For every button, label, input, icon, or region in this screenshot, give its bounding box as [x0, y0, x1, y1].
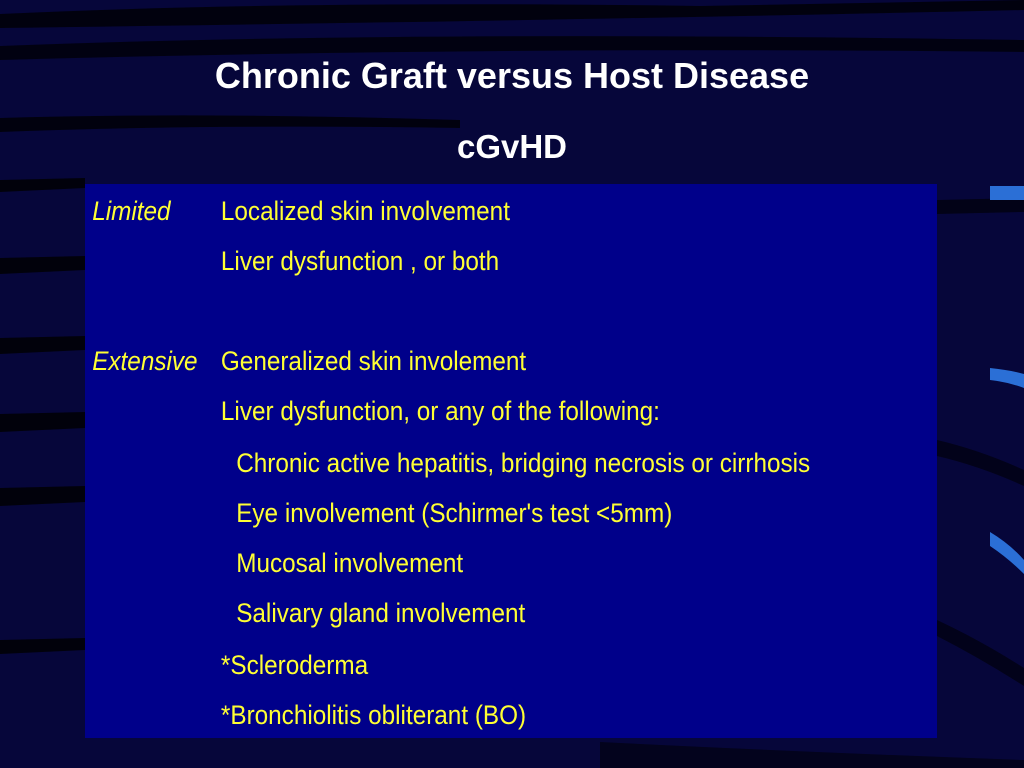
list-item: Liver dysfunction, or any of the following: [220, 396, 660, 426]
list-item: Chronic active hepatitis, bridging necrosis or cirrhosis [236, 448, 811, 478]
slide-subtitle: cGvHD [456, 128, 568, 165]
list-item: Eye involvement (Schirmer's test <5mm) [236, 498, 673, 528]
category-label-limited: Limited [92, 196, 171, 226]
slide-title: Chronic Graft versus Host Disease [214, 55, 810, 96]
list-item: Generalized skin involement [220, 346, 527, 376]
list-item: Localized skin involvement [220, 196, 510, 226]
list-item: Liver dysfunction , or both [220, 246, 500, 276]
list-item: *Bronchiolitis obliterant (BO) [220, 700, 527, 730]
classification-table [85, 184, 937, 738]
list-item: Mucosal involvement [236, 548, 464, 578]
list-item: *Scleroderma [220, 650, 369, 680]
category-label-extensive: Extensive [92, 346, 198, 376]
list-item: Salivary gland involvement [236, 598, 526, 628]
